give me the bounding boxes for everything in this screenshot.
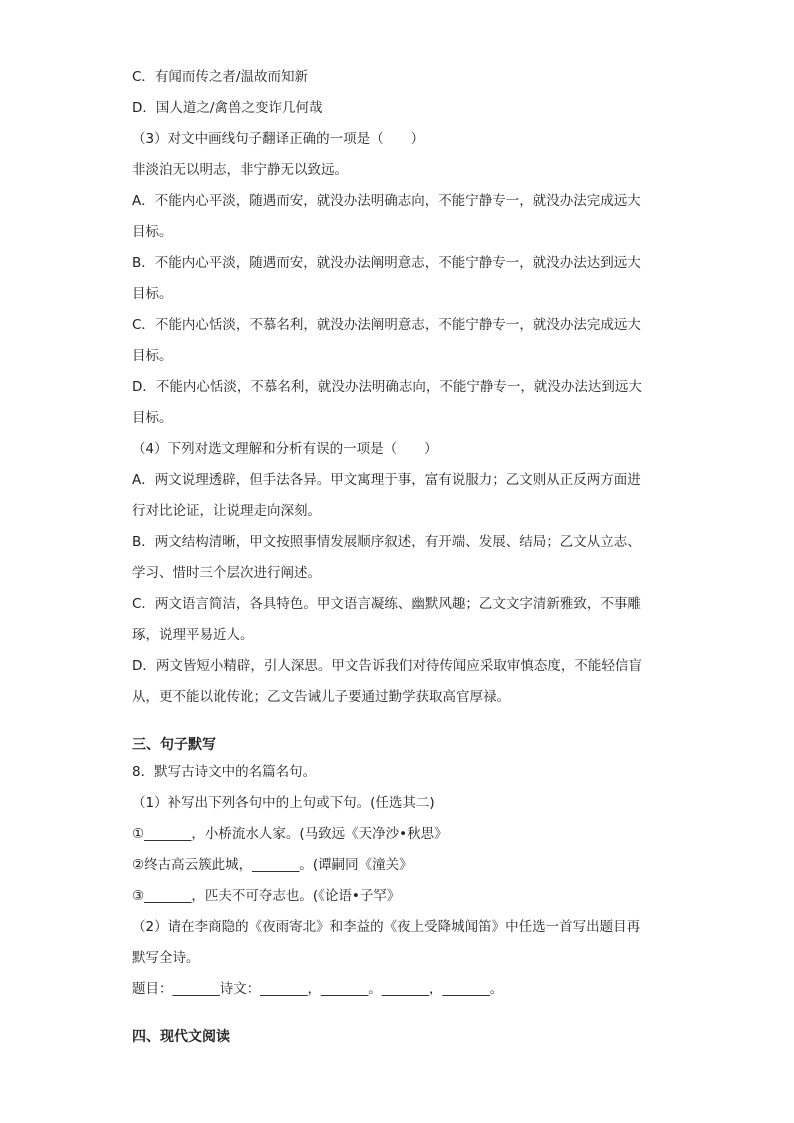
q8-part-2-stem: （2）请在李商隐的《夜雨寄北》和李益的《夜上受降城闻笛》中任选一首写出题目再 (132, 919, 641, 935)
q4-option-b: B．两文结构清晰，甲文按照事情发展顺序叙述，有开端、发展、结局；乙文从立志、 (132, 534, 641, 550)
question-8-stem: 8．默写古诗文中的名篇名句。 (132, 764, 317, 780)
q8-blank-1: ①_______，小桥流水人家。(马致远《天净沙•秋思》 (132, 826, 448, 842)
q3-option-c: C．不能内心恬淡，不慕名利，就没办法阐明意志，不能宁静专一，就没办法完成远大 (132, 317, 641, 333)
q4-option-d-cont: 从，更不能以讹传讹；乙文告诫儿子要通过勤学获取高官厚禄。 (132, 689, 510, 705)
q8-title-blanks: 题目：_______诗文：_______，_______。_______，_______。 (132, 981, 504, 997)
question-4-stem: （4）下列对选文理解和分析有误的一项是（ ） (132, 441, 438, 457)
option-d-line: D．国人道之/禽兽之变诈几何哉 (132, 100, 323, 116)
q8-blank-2: ②终古高云簇此城，_______。(谭嗣同《潼关》 (132, 857, 413, 873)
option-c-line: C．有闻而传之者/温故而知新 (132, 69, 308, 85)
section-3-heading: 三、句子默写 (132, 737, 216, 753)
q8-part-1-stem: （1）补写出下列各句中的上句或下句。(任选其二) (132, 795, 435, 811)
q3-option-a: A．不能内心平淡，随遇而安，就没办法明确志向，不能宁静专一，就没办法完成远大 (132, 193, 641, 209)
q4-option-a: A．两文说理透辟，但手法各异。甲文寓理于事，富有说服力；乙文则从正反两方面进 (132, 472, 641, 488)
q4-option-a-cont: 行对比论证，让说理走向深刻。 (132, 503, 321, 519)
q8-blank-3: ③_______，匹夫不可夺志也。(《论语•子罕》 (132, 888, 401, 904)
q4-option-c: C．两文语言简洁，各具特色。甲文语言凝练、幽默风趣；乙文文字清新雅致，不事雕 (132, 596, 641, 612)
q4-option-d: D．两文皆短小精辟，引人深思。甲文告诉我们对待传闻应采取审慎态度，不能轻信盲 (132, 658, 642, 674)
quoted-sentence: 非淡泊无以明志，非宁静无以致远。 (132, 162, 348, 178)
q3-option-d-cont: 目标。 (132, 410, 173, 426)
q3-option-b-cont: 目标。 (132, 286, 173, 302)
q8-part-2-cont: 默写全诗。 (132, 950, 200, 966)
question-3-stem: （3）对文中画线句子翻译正确的一项是（ ） (132, 131, 425, 147)
section-4-heading: 四、现代文阅读 (132, 1029, 230, 1045)
q3-option-a-cont: 目标。 (132, 224, 173, 240)
q3-option-d: D．不能内心恬淡，不慕名利，就没办法明确志向，不能宁静专一，就没办法达到远大 (132, 379, 642, 395)
q3-option-b: B．不能内心平淡，随遇而安，就没办法阐明意志，不能宁静专一，就没办法达到远大 (132, 255, 641, 271)
q4-option-c-cont: 琢，说理平易近人。 (132, 627, 254, 643)
q3-option-c-cont: 目标。 (132, 348, 173, 364)
q4-option-b-cont: 学习、惜时三个层次进行阐述。 (132, 565, 321, 581)
